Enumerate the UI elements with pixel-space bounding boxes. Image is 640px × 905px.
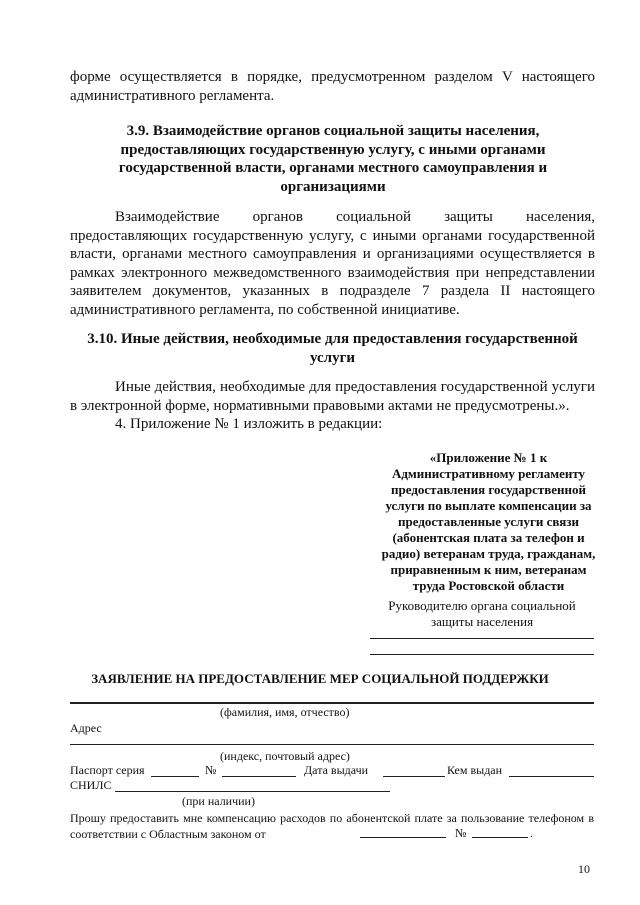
appendix-header: «Приложение № 1 к Административному регламенту предоставления государственной услуги по выплате компенсации за предоставленные услуги связи (абонентская плата за телефон и радио) ветеранам труда, гражданам, приравненным к ним, ветеранам труда Ростовской области <box>381 450 596 593</box>
law-date-field[interactable] <box>360 837 446 838</box>
addressee-text: Руководителю органа социальной защиты населения <box>388 598 576 629</box>
item-4-text: 4. Приложение № 1 изложить в редакции: <box>115 416 383 432</box>
passport-number-label: № <box>205 763 217 777</box>
issued-by-field[interactable] <box>509 776 594 777</box>
fio-caption: (фамилия, имя, отчество) <box>220 705 350 719</box>
passport-series-label: Паспорт серия <box>70 763 145 777</box>
page-number: 10 <box>578 862 590 876</box>
intro-paragraph: форме осуществляется в порядке, предусмотренном разделом V настоящего административного регламента. <box>70 69 595 104</box>
section-3-10-heading: 3.10. Иные действия, необходимые для предоставления государственной услуги <box>87 331 578 366</box>
law-number-sign: № <box>455 826 467 840</box>
snils-label: СНИЛС <box>70 778 112 792</box>
section-3-9-heading: 3.9. Взаимодействие органов социальной защиты населения, предоставляющих государственную услугу, с иными органами государственной власти, органами местного самоуправления и организациями <box>118 123 548 195</box>
fio-line[interactable] <box>70 702 594 704</box>
passport-number-field[interactable] <box>222 776 296 777</box>
section-3-10-body: Иные действия, необходимые для предоставления государственной услуги в электронной форме, нормативными правовыми актами не предусмотрены.». <box>70 379 595 414</box>
addressee-line-2 <box>370 654 594 655</box>
address-caption: (индекс, почтовый адрес) <box>220 749 350 763</box>
section-3-9-body: Взаимодействие органов социальной защиты населения, предоставляющих государственную услугу, с иными органами государственной власти, органами местного самоуправления и организациями осуществляется в рамках электронного межведомственного взаимодействия при непредставлении заявителем документов, указанных в подразделе 7 раздела II настоящего административного регламента, по собственной инициативе. <box>70 209 595 318</box>
passport-series-field[interactable] <box>151 776 199 777</box>
address-label: Адрес <box>70 721 102 735</box>
addressee-line-1 <box>370 638 594 639</box>
address-line[interactable] <box>70 744 594 745</box>
issued-by-label: Кем выдан <box>447 763 503 777</box>
issue-date-field[interactable] <box>383 776 445 777</box>
request-text: Прошу предоставить мне компенсацию расходов по абонентской плате за пользование телефоном в соответствии с Областным законом от <box>70 811 594 841</box>
snils-caption: (при наличии) <box>182 794 255 808</box>
issue-date-label: Дата выдачи <box>304 763 369 777</box>
snils-field[interactable] <box>115 791 390 792</box>
form-title: ЗАЯВЛЕНИЕ НА ПРЕДОСТАВЛЕНИЕ МЕР СОЦИАЛЬНОЙ ПОДДЕРЖКИ <box>91 671 549 686</box>
law-number-field[interactable] <box>472 837 528 838</box>
request-end-dot: . <box>530 826 533 840</box>
